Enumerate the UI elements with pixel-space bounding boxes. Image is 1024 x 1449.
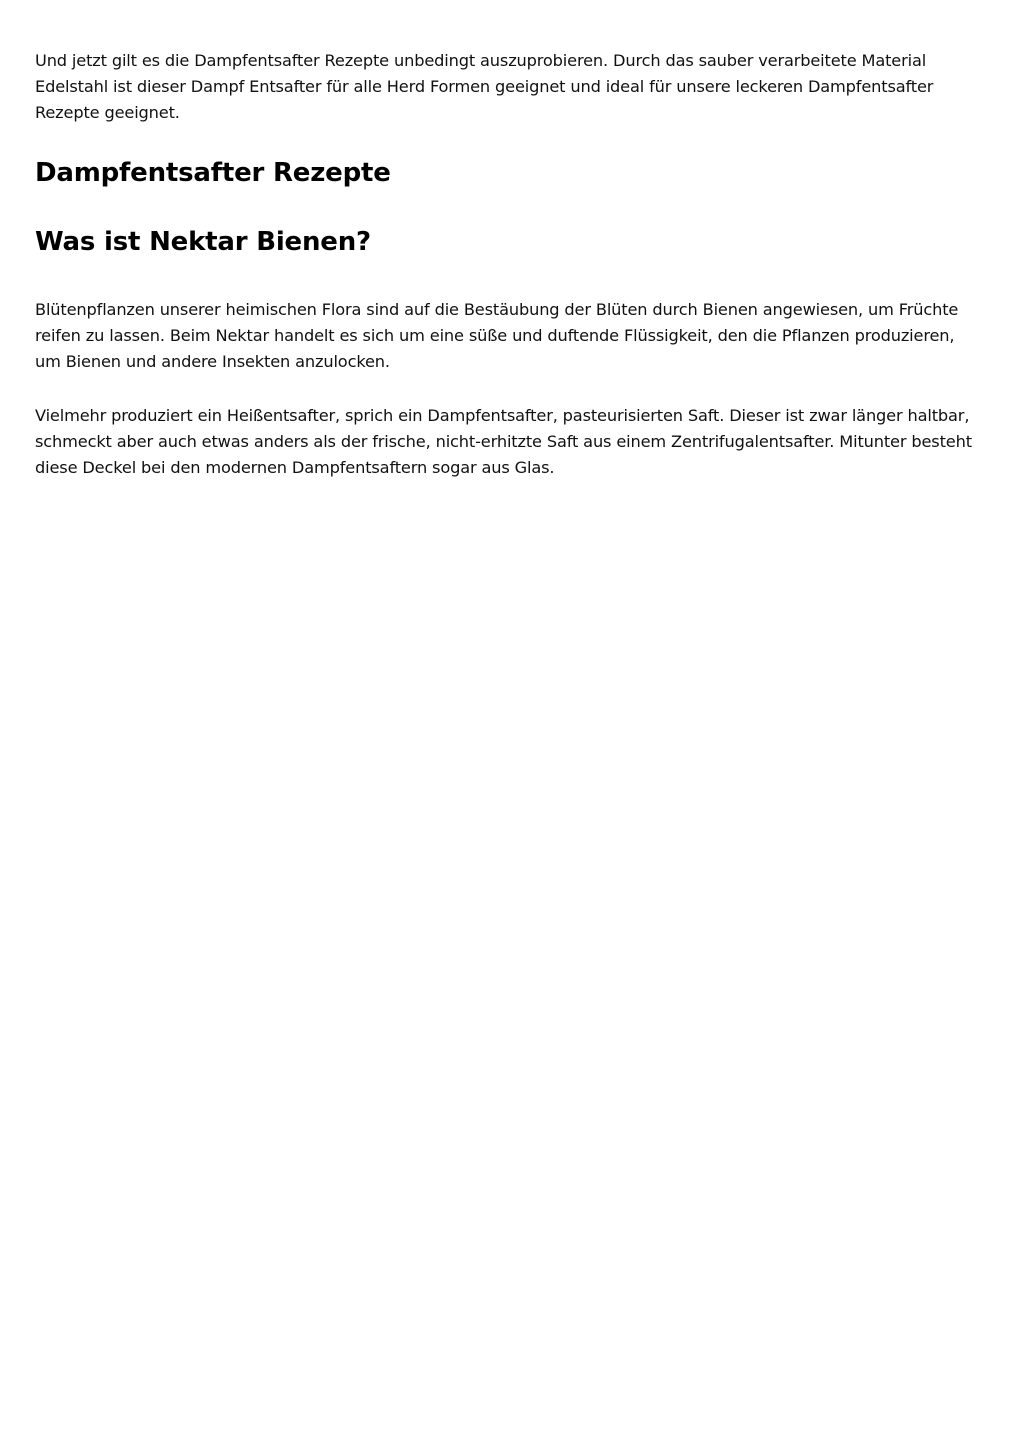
paragraph-nektar: Blütenpflanzen unserer heimischen Flora sind auf die Bestäubung der Blüten durch Bienen angewiesen, um Früchte reifen zu lassen. Beim Nektar handelt es sich um eine süße und duftende Flüssigkeit, den die Pflanzen produzieren, um Bienen und andere Insekten anzulocken. [35,300,959,371]
intro-paragraph: Und jetzt gilt es die Dampfentsafter Rezepte unbedingt auszuprobieren. Durch das sauber verarbeitete Material Edelstahl ist dieser Dampf Entsafter für alle Herd Formen geeignet und ideal für unsere leckeren Dampfentsafter Rezepte geeignet. [35,51,934,122]
heading-nektar-bienen: Was ist Nektar Bienen? [35,227,371,257]
heading-dampfentsafter-rezepte: Dampfentsafter Rezepte [35,158,391,188]
document-page [35,48,985,481]
paragraph-dampfentsafter: Vielmehr produziert ein Heißentsafter, sprich ein Dampfentsafter, pasteurisierten Saft. Dieser ist zwar länger haltbar, schmeckt aber auch etwas anders als der frische, nicht-erhitzte Saft aus einem Zentrifugalentsafter. Mitunter besteht diese Deckel bei den modernen Dampfentsaftern sogar aus Glas. [35,406,972,477]
